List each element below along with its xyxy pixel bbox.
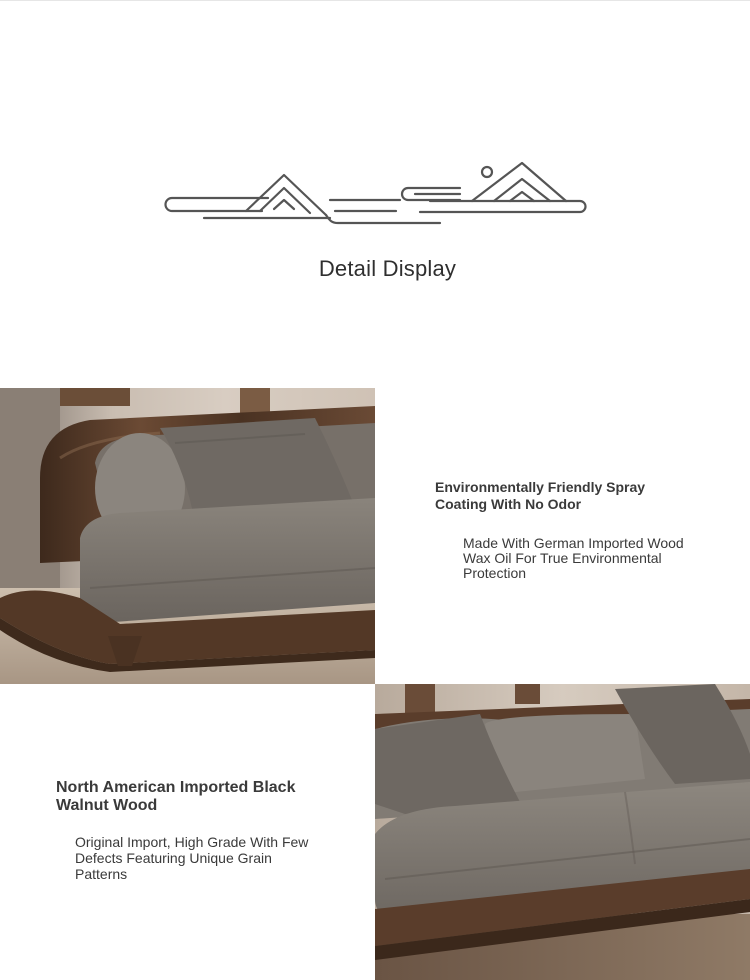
section-heading: Detail Display xyxy=(318,256,457,281)
feature-2-description: Original Import, High Grade With Few Defects Featuring Unique Grain Patterns xyxy=(75,834,309,882)
walnut-sofa-cushions-photo xyxy=(375,684,750,980)
detail-display-header xyxy=(0,0,750,388)
feature-1-description: Made With German Imported Wood Wax Oil For True Environmental Protection xyxy=(463,535,684,581)
feature-1-title: Environmentally Friendly Spray Coating With No Odor xyxy=(435,479,646,512)
feature-2-title: North American Imported Black Walnut Wood xyxy=(56,779,296,814)
mountain-wave-ornament-icon xyxy=(160,155,590,235)
walnut-sofa-armrest-photo xyxy=(0,388,375,684)
